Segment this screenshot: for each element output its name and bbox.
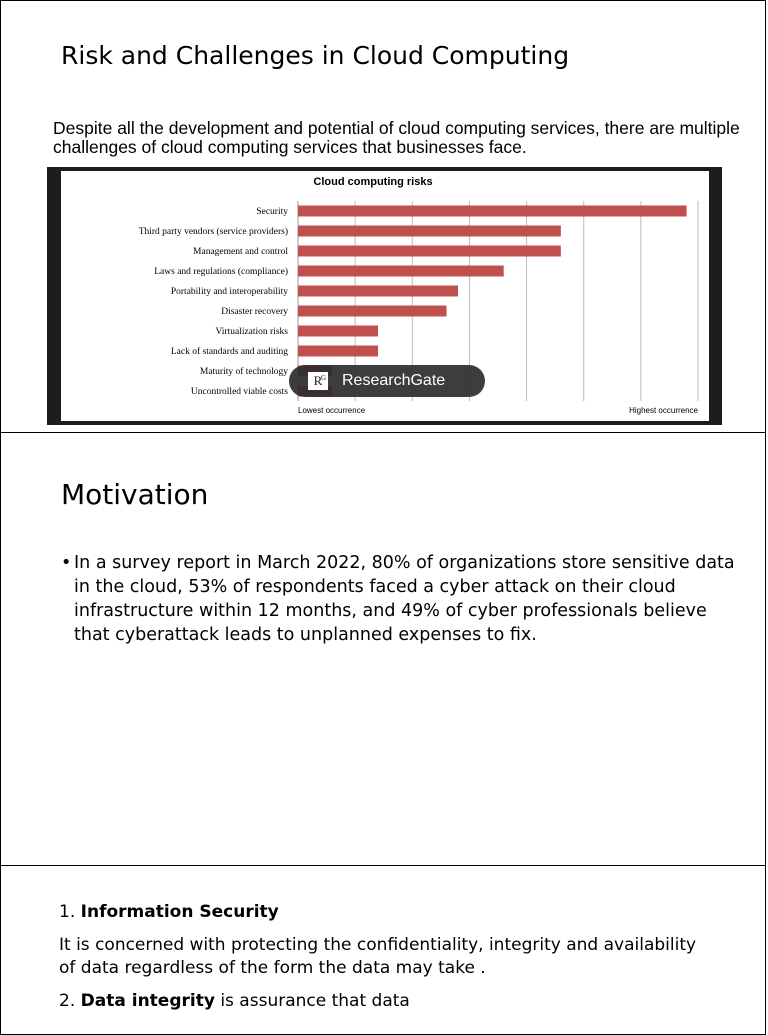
slide-description: Despite all the development and potential of cloud computing services, there are multiple challenges of cloud computing services that businesses face. xyxy=(53,118,740,157)
category-label: Laws and regulations (compliance) xyxy=(154,267,288,277)
bar xyxy=(298,246,561,257)
bar xyxy=(298,226,561,237)
definition-heading-1 xyxy=(59,902,279,922)
item-text: is assurance that data xyxy=(220,991,410,1011)
slide-risk-challenges xyxy=(0,0,766,433)
slide-definitions xyxy=(0,865,766,1035)
item-title: Information Security xyxy=(80,902,279,922)
bar xyxy=(298,326,378,337)
bar xyxy=(298,306,447,317)
slide-title: Motivation xyxy=(61,478,209,511)
x-min-label: Lowest occurrence xyxy=(298,406,366,415)
bullet-text: In a survey report in March 2022, 80% of organizations store sensitive data in the cloud, 53% of respondents faced a cyber attack on their cloud infrastructure within 12 months, and 49% of cyber professionals believe that cyberattack leads to unplanned expenses to fix. xyxy=(74,553,735,645)
bar xyxy=(298,346,378,357)
slide-motivation xyxy=(0,432,766,866)
researchgate-logo-icon: R G xyxy=(308,372,328,390)
category-label: Maturity of technology xyxy=(199,367,288,377)
bullet-item xyxy=(61,551,741,647)
category-label: Lack of standards and auditing xyxy=(170,347,288,357)
chart-title: Cloud computing risks xyxy=(313,176,433,188)
item-number: 2. xyxy=(59,991,76,1011)
bar xyxy=(298,266,504,277)
category-label: Portability and interoperability xyxy=(170,287,288,297)
x-max-label: Highest occurrence xyxy=(629,406,698,415)
bullet-marker: • xyxy=(61,553,72,573)
category-label: Uncontrolled viable costs xyxy=(190,387,288,397)
definition-heading-2 xyxy=(59,991,410,1011)
watermark-text: ResearchGate xyxy=(342,372,446,389)
definition-text-1: It is concerned with protecting the confidentiality, integrity and availability of data regardless of the form the data may take . xyxy=(59,935,697,978)
category-label: Third party vendors (service providers) xyxy=(138,227,288,237)
bar xyxy=(298,206,687,217)
category-label: Security xyxy=(256,207,288,217)
category-label: Disaster recovery xyxy=(221,307,288,317)
item-title: Data integrity xyxy=(80,991,215,1011)
researchgate-watermark xyxy=(289,365,485,397)
item-number: 1. xyxy=(59,902,76,922)
category-label: Management and control xyxy=(193,247,288,257)
slide-title: Risk and Challenges in Cloud Computing xyxy=(61,41,570,70)
bar xyxy=(298,286,458,297)
category-label: Virtualization risks xyxy=(215,327,288,337)
